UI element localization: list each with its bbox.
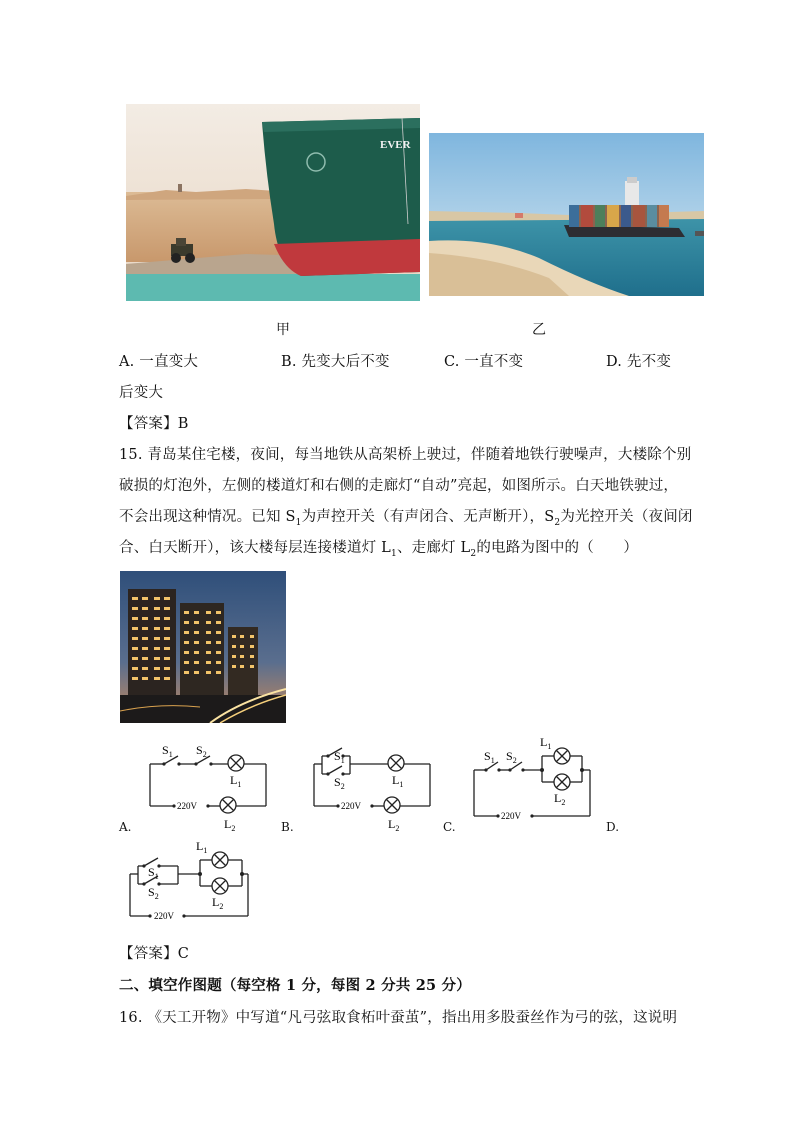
q16-line-1: 16. 《天工开物》中写道“凡弓弦取食柘叶蚕茧”，指出用多股蚕丝作为弓的弦，这说明 (119, 1010, 678, 1026)
circuit-b-s2-label: $S_2$ (334, 775, 345, 791)
q15-answer: 【答案】C (119, 946, 190, 962)
circuit-a-l1-label: $L_1$ (230, 773, 242, 789)
circuit-b-l1-label: $L_1$ (392, 773, 404, 789)
caption-jia: 甲 (276, 322, 290, 338)
circuit-d-voltage: 220V (154, 911, 174, 921)
circuit-b (310, 738, 436, 832)
circuit-c-l1-label: $L_1$ (540, 735, 552, 751)
q14-option-b: B. 先变大后不变 (281, 354, 390, 370)
photo-building-night (120, 571, 286, 723)
circuit-c (470, 734, 596, 830)
circuit-a-l2-label: $L_2$ (224, 817, 236, 832)
circuit-b-voltage: 220V (341, 801, 361, 811)
circuit-d (126, 838, 256, 928)
q15-option-b-letter: B. (281, 820, 294, 834)
q15-line-4: 合、白天断开），该大楼每层连接楼道灯 $L_1$、走廊灯 $L_2$的电路为图中的（ ） (119, 540, 639, 559)
circuit-a (146, 738, 272, 832)
circuit-c-s2-label: $S_2$ (506, 749, 517, 765)
caption-yi: 乙 (532, 322, 546, 338)
q14-answer: 【答案】B (119, 416, 189, 432)
circuit-c-s1-label: $S_1$ (484, 749, 495, 765)
circuit-b-s1-label: $S_1$ (334, 749, 345, 765)
circuit-d-l2-label: $L_2$ (212, 895, 224, 911)
circuit-a-s2-label: $S_2$ (196, 743, 207, 759)
q15-line-1: 15. 青岛某住宅楼，夜间，每当地铁从高架桥上驶过，伴随着地铁行驶噪声，大楼除个别 (119, 447, 692, 463)
q14-option-d-wrap: 后变大 (119, 385, 164, 401)
ship-name-text: EVER (380, 139, 411, 151)
q15-option-d-letter: D. (606, 820, 620, 834)
circuit-a-s1-label: $S_1$ (162, 743, 173, 759)
circuit-d-l1-label: $L_1$ (196, 839, 208, 855)
q14-option-c: C. 一直不变 (444, 354, 524, 370)
circuit-b-l2-label: $L_2$ (388, 817, 400, 832)
circuit-d-s2-label: $S_2$ (148, 885, 159, 901)
q15-option-a-letter: A. (119, 820, 132, 834)
section-2-heading: 二、填空作图题（每空格 1 分，每图 2 分共 25 分） (119, 977, 471, 994)
circuit-a-voltage: 220V (177, 801, 197, 811)
circuit-d-s1-label: $S_1$ (148, 865, 159, 881)
circuit-c-voltage: 220V (501, 811, 521, 821)
photo-yi-canal-ship (429, 133, 704, 296)
q14-option-a: A. 一直变大 (119, 354, 199, 370)
q15-option-c-letter: C. (443, 820, 456, 834)
q15-line-2: 破损的灯泡外，左侧的楼道灯和右侧的走廊灯“自动”亮起，如图所示。白天地铁驶过， (119, 478, 679, 494)
q14-option-d: D. 先不变 (606, 354, 672, 370)
q15-line-3: 不会出现这种情况。已知 $S_1$为声控开关（有声闭合、无声断开），$S_2$为光控开关（夜间闭 (119, 509, 693, 528)
photo-jia-ever-given (126, 104, 420, 301)
circuit-c-l2-label: $L_2$ (554, 791, 566, 807)
